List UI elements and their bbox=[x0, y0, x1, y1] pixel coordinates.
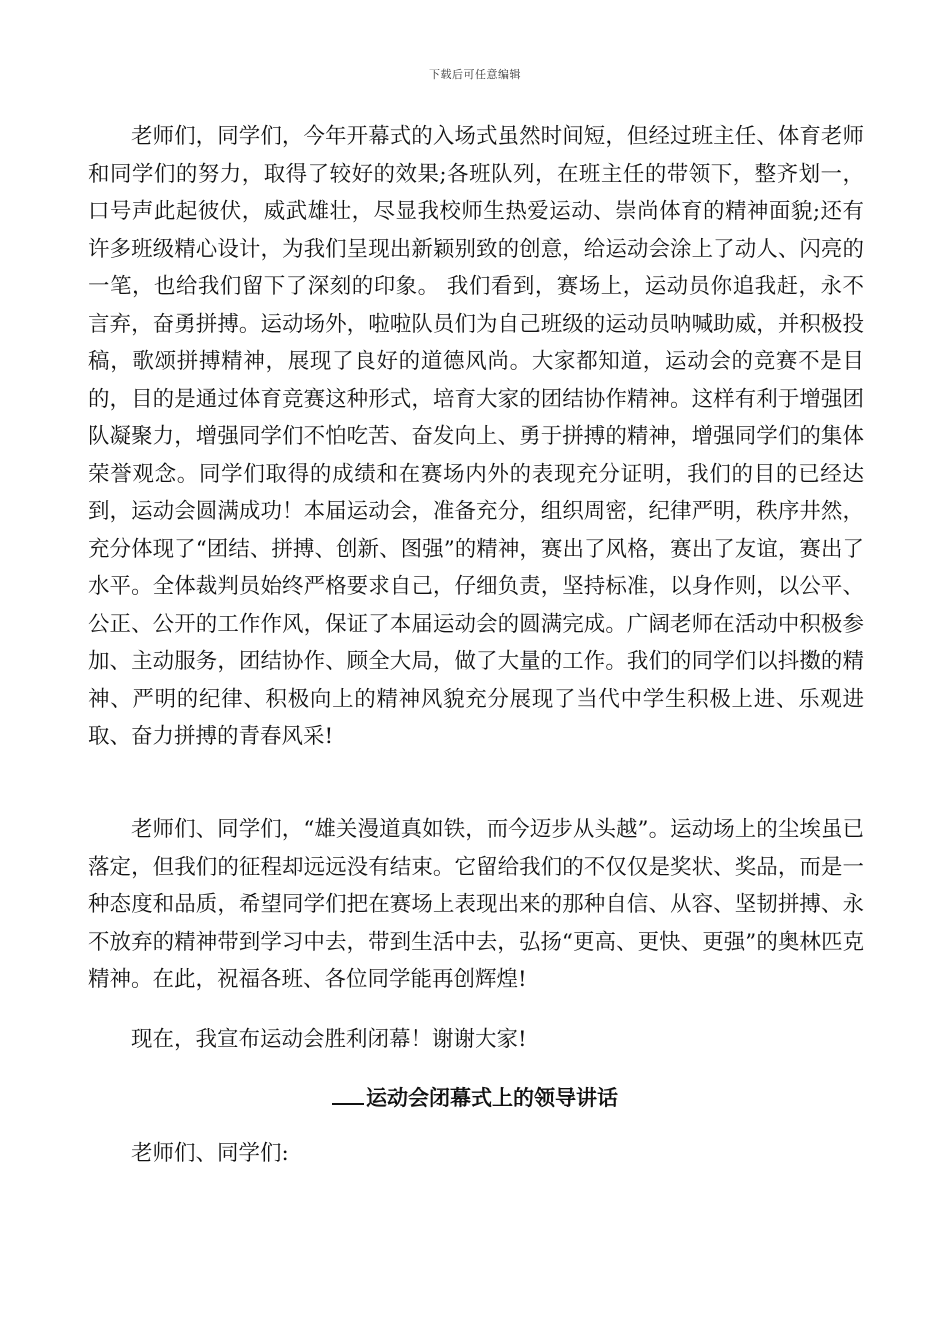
section-title-text: 运动会闭幕式上的领导讲话 bbox=[366, 1086, 618, 1110]
salutation: 老师们、同学们: bbox=[131, 1141, 289, 1166]
paragraph-closing-declaration: 现在，我宣布运动会胜利闭幕！谢谢大家! bbox=[131, 1027, 527, 1052]
paragraph-encouragement: 老师们、同学们，“雄关漫道真如铁，而今迈步从头越”。运动场上的尘埃虽已落定，但我们的征程却远远没有结束。它留给我们的不仅仅是奖状、奖品，而是一种态度和品质，希望同学们把在赛场上表现出来的那种自信、从容、坚韧拼搏、永不放弃的精神带到学习中去，带到生活中去，弘扬“更高、更快、更强”的奥林匹克精神。在此，祝福各班、各位同学能再创辉煌! bbox=[88, 817, 864, 992]
paragraph-results: 老师们，同学们，今年开幕式的入场式虽然时间短，但经过班主任、体育老师和同学们的努力，取得了较好的效果;各班队列，在班主任的带领下，整齐划一，口号声此起彼伏，威武雄壮，尽显我校师生热爱运动、崇尚体育的精神面貌;还有许多班级精心设计，为我们呈现出新颖别致的创意，给运动会涂上了动人、闪亮的一笔，也给我们留下了深刻的印象。 我们看到，赛场上，运动员你追我赶，永不言弃，奋勇拼搏。运动场外，啦啦队员们为自己班级的运动员呐喊助威，并积极投稿，歌颂拼搏精神，展现了良好的道德风尚。大家都知道，运动会的竞赛不是目的，目的是通过体育竞赛这种形式，培育大家的团结协作精神。这样有利于增强团队凝聚力，增强同学们不怕吃苦、奋发向上、勇于拼搏的精神，增强同学们的集体荣誉观念。同学们取得的成绩和在赛场内外的表现充分证明，我们的目的已经达到，运动会圆满成功！本届运动会，准备充分，组织周密，纪律严明，秩序井然，充分体现了“团结、拼搏、创新、图强”的精神，赛出了风格，赛出了友谊，赛出了水平。全体裁判员始终严格要求自己，仔细负责，坚持标准，以身作则，以公平、公正、公开的工作作风，保证了本届运动会的圆满完成。广阔老师在活动中积极参加、主动服务，团结协作、顾全大局，做了大量的工作。我们的同学们以抖擞的精神、严明的纪律、积极向上的精神风貌充分展现了当代中学生积极上进、乐观进取、奋力拼搏的青春风采! bbox=[88, 124, 864, 749]
section-title bbox=[0, 1080, 950, 1116]
download-note: 下载后可任意编辑 bbox=[429, 68, 521, 81]
title-blank-underline bbox=[332, 1081, 364, 1105]
